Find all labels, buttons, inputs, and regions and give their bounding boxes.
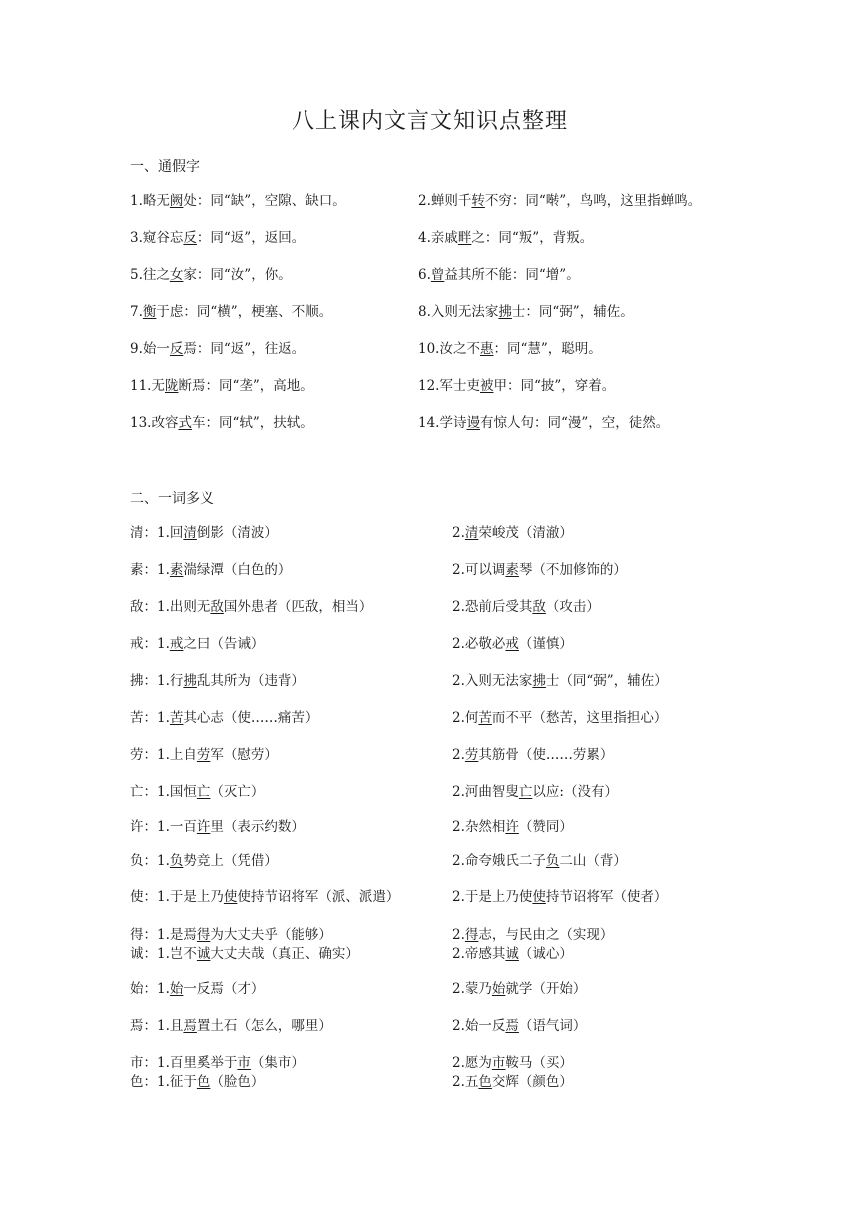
yiciduoyi-entry (452, 1073, 573, 1091)
key-character: 谩 (466, 415, 480, 431)
entry-explanation: 持节诏将军（使者） (545, 889, 668, 905)
entry-prefix: 2.何 (452, 710, 479, 726)
entry-explanation: 甲：同“披”，穿着。 (493, 378, 616, 394)
entry-explanation: 为大丈夫乎（能够） (210, 927, 332, 943)
yiciduoyi-entry (452, 888, 667, 906)
entry-explanation: 荣峻茂（清澈） (478, 525, 573, 541)
yiciduoyi-entry (130, 746, 278, 764)
entry-prefix: 1.略无 (130, 193, 170, 209)
entry-prefix: 7. (130, 304, 143, 320)
tongjiazi-entry (418, 229, 593, 247)
entry-prefix: 2.蒙乃 (452, 981, 492, 997)
entry-explanation: 不穷：同“啭”，鸟鸣，这里指蝉鸣。 (484, 193, 702, 209)
yiciduoyi-entry (452, 672, 668, 690)
entry-explanation: 就学（开始） (505, 981, 587, 997)
yiciduoyi-entry (452, 926, 613, 944)
yiciduoyi-entry (130, 1054, 305, 1072)
yiciduoyi-entry (452, 1054, 573, 1072)
yiciduoyi-entry (130, 783, 264, 801)
entry-explanation: 倒影（清波） (196, 525, 278, 541)
entry-explanation: 焉：同“返”，往返。 (183, 341, 306, 357)
entry-prefix: 2.五 (452, 1074, 479, 1090)
entry-prefix: 2.始一反 (452, 1018, 506, 1034)
entry-prefix: 2.蝉则千 (418, 193, 472, 209)
key-character: 拂 (498, 304, 512, 320)
entry-prefix: 拂：1.行 (130, 673, 184, 689)
key-character: 苦 (169, 710, 184, 726)
yiciduoyi-entry (452, 945, 573, 963)
entry-prefix: 始：1. (130, 981, 170, 997)
yiciduoyi-entry (130, 524, 278, 542)
entry-explanation: （赞同） (518, 819, 573, 835)
yiciduoyi-entry (452, 980, 586, 998)
yiciduoyi-entry (130, 888, 399, 906)
entry-prefix: 2.于是上乃使 (452, 889, 533, 905)
entry-explanation: 国外患者（匹敌，相当） (223, 599, 373, 615)
entry-prefix: 色：1.征于 (130, 1074, 197, 1090)
tongjiazi-entry (130, 340, 305, 358)
key-character: 负 (169, 853, 184, 869)
yiciduoyi-entry (452, 746, 613, 764)
yiciduoyi-entry (452, 709, 667, 727)
entry-prefix: 得：1.是焉 (130, 927, 197, 943)
entry-explanation: 湍绿潭（白色的） (183, 562, 292, 578)
tongjiazi-entry (418, 377, 615, 395)
entry-explanation: 断焉：同“垄”，高地。 (178, 378, 314, 394)
entry-explanation: 益其所不能：同“增”。 (444, 267, 580, 283)
tongjiazi-entry (418, 414, 669, 432)
entry-prefix: 2.命夸娥氏二子 (452, 853, 546, 869)
key-character: 曾 (430, 267, 445, 283)
entry-prefix: 2. (452, 927, 465, 943)
entry-explanation: （诚心） (518, 946, 573, 962)
key-character: 劳 (196, 747, 211, 763)
key-character: 拂 (183, 673, 197, 689)
entry-prefix: 2. (452, 525, 465, 541)
entry-prefix: 2. (452, 747, 465, 763)
yiciduoyi-entry (452, 635, 573, 653)
entry-explanation: 鞍马（买） (505, 1055, 573, 1071)
entry-explanation: （集市） (250, 1055, 305, 1071)
entry-explanation: 一反焉（才） (183, 981, 265, 997)
tongjiazi-entry (130, 414, 314, 432)
entry-prefix: 2.恐前后受其 (452, 599, 533, 615)
key-character: 女 (169, 267, 184, 283)
key-character: 式 (178, 415, 192, 431)
key-character: 得 (464, 927, 479, 943)
entry-explanation: 志，与民由之（实现） (478, 927, 614, 943)
key-character: 戒 (169, 636, 184, 652)
page-title: 八上课内文言文知识点整理 (291, 109, 568, 134)
entry-explanation: ：同“返”，返回。 (196, 230, 306, 246)
entry-explanation: （语气词） (518, 1018, 587, 1034)
entry-prefix: 敌：1.出则无 (130, 599, 211, 615)
tongjiazi-entry (130, 266, 292, 284)
entry-prefix: 负：1. (130, 853, 170, 869)
key-character: 亡 (518, 784, 533, 800)
entry-prefix: 6. (418, 267, 431, 283)
entry-explanation: 士（同“弼”，辅佐） (545, 673, 668, 689)
entry-explanation: 士：同“弼”，辅佐。 (511, 304, 634, 320)
tongjiazi-entry (130, 229, 305, 247)
entry-prefix: 戒：1. (130, 636, 170, 652)
key-character: 许 (196, 819, 211, 835)
entry-explanation: 交辉（颜色） (491, 1074, 573, 1090)
entry-prefix: 8.入则无法家 (418, 304, 499, 320)
key-character: 敌 (210, 599, 224, 615)
entry-prefix: 11.无 (130, 378, 165, 394)
entry-prefix: 清：1.回 (130, 525, 184, 541)
entry-explanation: 军（慰劳） (210, 747, 278, 763)
yiciduoyi-entry (452, 524, 573, 542)
yiciduoyi-entry (452, 561, 627, 579)
key-character: 使 (532, 889, 546, 905)
entry-prefix: 市：1.百里奚举于 (130, 1055, 238, 1071)
tongjiazi-entry (418, 266, 580, 284)
key-character: 市 (237, 1055, 251, 1071)
entry-prefix: 5.往之 (130, 267, 170, 283)
tongjiazi-entry (418, 340, 602, 358)
entry-prefix: 13.改容 (130, 415, 179, 431)
key-character: 清 (183, 525, 197, 541)
key-character: 负 (545, 853, 560, 869)
tongjiazi-entry (130, 192, 346, 210)
entry-prefix: 使：1.于是上乃 (130, 889, 224, 905)
key-character: 始 (169, 981, 184, 997)
key-character: 诚 (196, 946, 211, 962)
key-character: 衡 (142, 304, 157, 320)
entry-prefix: 许：1.一百 (130, 819, 197, 835)
key-character: 反 (183, 230, 197, 246)
entry-explanation: 琴（不加修饰的） (518, 562, 627, 578)
yiciduoyi-entry (130, 818, 305, 836)
tongjiazi-entry (418, 192, 701, 210)
key-character: 使 (223, 889, 238, 905)
entry-prefix: 素：1. (130, 562, 170, 578)
yiciduoyi-entry (130, 945, 359, 963)
key-character: 色 (196, 1074, 211, 1090)
key-character: 焉 (183, 1018, 197, 1034)
entry-prefix: 12.军士吏 (418, 378, 480, 394)
entry-prefix: 焉：1.且 (130, 1018, 184, 1034)
entry-explanation: 于虑：同“横”，梗塞、不顺。 (156, 304, 333, 320)
key-character: 色 (478, 1074, 492, 1090)
key-character: 阙 (169, 193, 184, 209)
entry-prefix: 9.始一 (130, 341, 170, 357)
entry-explanation: 二山（背） (559, 853, 627, 869)
entry-explanation: 车：同“轼”，扶轼。 (191, 415, 314, 431)
tongjiazi-entry (130, 303, 332, 321)
key-character: 反 (169, 341, 184, 357)
entry-prefix: 亡：1.国恒 (130, 784, 197, 800)
yiciduoyi-entry (130, 926, 332, 944)
entry-prefix: 2.必敬必 (452, 636, 506, 652)
entry-explanation: 其筋骨（使……劳累） (478, 747, 614, 763)
key-character: 敌 (532, 599, 546, 615)
key-character: 戒 (505, 636, 519, 652)
entry-prefix: 3.窥谷忘 (130, 230, 184, 246)
entry-explanation: 大丈夫哉（真正、确实） (210, 946, 359, 962)
entry-prefix: 2.愿为 (452, 1055, 492, 1071)
key-character: 得 (196, 927, 211, 943)
yiciduoyi-entry (130, 1017, 332, 1035)
key-character: 转 (471, 193, 485, 209)
entry-explanation: 之曰（告诫） (183, 636, 265, 652)
entry-explanation: （灭亡） (210, 784, 265, 800)
entry-prefix: 2.可以调 (452, 562, 506, 578)
yiciduoyi-entry (130, 672, 305, 690)
yiciduoyi-entry (130, 1073, 264, 1091)
key-character: 亡 (196, 784, 211, 800)
entry-prefix: 诚：1.岂不 (130, 946, 197, 962)
entry-explanation: 里（表示约数） (210, 819, 305, 835)
entry-explanation: ：同“慧”，聪明。 (493, 341, 602, 357)
tongjiazi-entry (418, 303, 634, 321)
yiciduoyi-entry (130, 709, 318, 727)
entry-explanation: 而不平（愁苦，这里指担心） (491, 710, 668, 726)
yiciduoyi-entry (452, 1017, 586, 1035)
key-character: 陇 (164, 378, 179, 394)
tongjiazi-entry (130, 377, 314, 395)
key-character: 素 (169, 562, 184, 578)
entry-explanation: （谨慎） (518, 636, 573, 652)
yiciduoyi-entry (452, 598, 600, 616)
entry-prefix: 10.汝之不 (418, 341, 480, 357)
yiciduoyi-entry (452, 818, 573, 836)
entry-explanation: 乱其所为（违背） (196, 673, 305, 689)
key-character: 拂 (532, 673, 546, 689)
yiciduoyi-entry (452, 783, 618, 801)
entry-prefix: 劳：1.上自 (130, 747, 197, 763)
entry-explanation: 处：同“缺”，空隙、缺口。 (183, 193, 346, 209)
yiciduoyi-entry (130, 980, 264, 998)
entry-prefix: 4.亲戚 (418, 230, 458, 246)
key-character: 清 (464, 525, 479, 541)
entry-explanation: （攻击） (545, 599, 600, 615)
yiciduoyi-entry (452, 852, 627, 870)
entry-prefix: 苦：1. (130, 710, 170, 726)
key-character: 惠 (479, 341, 494, 357)
key-character: 市 (491, 1055, 506, 1071)
key-character: 始 (491, 981, 506, 997)
entry-explanation: 其心志（使……痛苦） (183, 710, 319, 726)
yiciduoyi-entry (130, 598, 372, 616)
entry-explanation: 势竞上（凭借） (183, 853, 278, 869)
entry-explanation: 使持节诏将军（派、派遣） (237, 889, 400, 905)
yiciduoyi-entry (130, 561, 291, 579)
entry-prefix: 14.学诗 (418, 415, 467, 431)
key-character: 诚 (505, 946, 519, 962)
entry-prefix: 2.入则无法家 (452, 673, 533, 689)
key-character: 许 (505, 819, 519, 835)
yiciduoyi-entry (130, 852, 278, 870)
entry-prefix: 2.杂然相 (452, 819, 506, 835)
entry-prefix: 2.帝感其 (452, 946, 506, 962)
entry-explanation: 有惊人句：同“漫”，空，徒然。 (479, 415, 670, 431)
entry-explanation: （脸色） (210, 1074, 265, 1090)
entry-explanation: 之：同“叛”，背叛。 (471, 230, 594, 246)
entry-explanation: 家：同“汝”，你。 (183, 267, 292, 283)
yiciduoyi-entry (130, 635, 264, 653)
key-character: 焉 (505, 1018, 519, 1034)
section-heading-yiciduoyi: 二、一词多义 (130, 491, 214, 507)
key-character: 苦 (478, 710, 492, 726)
key-character: 劳 (464, 747, 479, 763)
entry-explanation: 置土石（怎么，哪里） (196, 1018, 332, 1034)
entry-prefix: 2.河曲智叟 (452, 784, 519, 800)
section-heading-tongjiazi: 一、通假字 (130, 159, 200, 175)
entry-explanation: 以应:（没有） (532, 784, 618, 800)
key-character: 被 (479, 378, 494, 394)
key-character: 畔 (457, 230, 472, 246)
key-character: 素 (505, 562, 519, 578)
